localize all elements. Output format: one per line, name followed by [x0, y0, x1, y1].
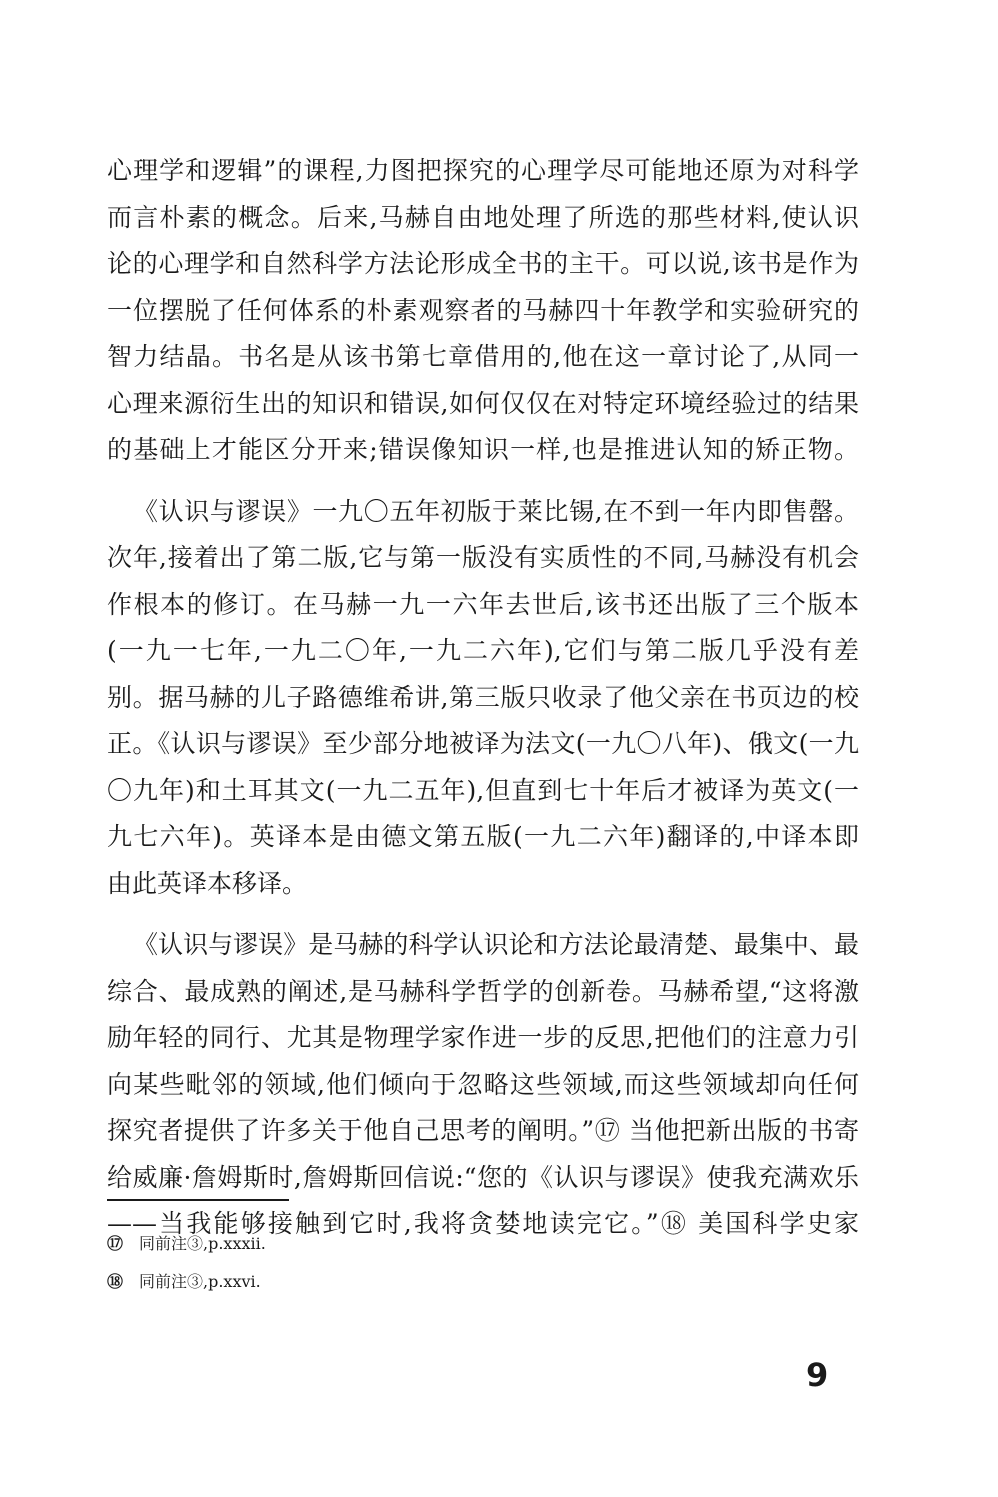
text-line: 次年,接着出了第二版,它与第一版没有实质性的不同,马赫没有机会: [107, 543, 859, 572]
paragraph-2: [107, 489, 859, 908]
body-text: [107, 148, 859, 1248]
text-line: (一九一七年,一九二〇年,一九二六年),它们与第二版几乎没有差: [107, 636, 859, 665]
text-line: ——当我能够接触到它时,我将贪婪地读完它。”⑱ 美国科学史家: [107, 1209, 859, 1238]
page-number: 9: [806, 1356, 829, 1394]
text-line: 心理学和逻辑”的课程,力图把探究的心理学尽可能地还原为对科学: [107, 156, 859, 185]
text-line: 别。据马赫的儿子路德维希讲,第三版只收录了他父亲在书页边的校: [107, 682, 859, 712]
text-line: 《认识与谬误》是马赫的科学认识论和方法论最清楚、最集中、最: [133, 930, 859, 959]
footnote-divider: [107, 1199, 289, 1201]
paragraph-1: [107, 148, 859, 474]
footnote-text: 同前注③,p.xxxii.: [139, 1234, 266, 1253]
text-line: 的基础上才能区分开来;错误像知识一样,也是推进认知的矫正物。: [107, 435, 859, 464]
footnote-marker: ⑱: [107, 1272, 124, 1291]
text-line: 〇九年)和土耳其文(一九二五年),但直到七十年后才被译为英文(一: [107, 775, 859, 805]
text-line: 作根本的修订。在马赫一九一六年去世后,该书还出版了三个版本: [107, 589, 859, 619]
text-line: 由此英译本移译。: [107, 868, 308, 898]
footnotes: [107, 1225, 607, 1301]
text-line: 智力结晶。书名是从该书第七章借用的,他在这一章讨论了,从同一: [107, 342, 859, 371]
text-line: 而言朴素的概念。后来,马赫自由地处理了所选的那些材料,使认识: [107, 202, 859, 232]
text-line: 九七六年)。英译本是由德文第五版(一九二六年)翻译的,中译本即: [107, 822, 859, 851]
text-line: 论的心理学和自然科学方法论形成全书的主干。可以说,该书是作为: [107, 249, 859, 278]
text-line: 给威廉·詹姆斯时,詹姆斯回信说:“您的《认识与谬误》使我充满欢乐: [107, 1162, 859, 1192]
text-line: 一位摆脱了任何体系的朴素观察者的马赫四十年教学和实验研究的: [107, 295, 859, 325]
text-line: 心理来源衍生出的知识和错误,如何仅仅在对特定环境经验过的结果: [107, 388, 859, 418]
footnote-18: [107, 1263, 607, 1301]
text-line: 综合、最成熟的阐述,是马赫科学哲学的创新卷。马赫希望,“这将激: [107, 976, 859, 1006]
text-line: 正。《认识与谬误》至少部分地被译为法文(一九〇八年)、俄文(一九: [107, 729, 859, 758]
footnote-marker: ⑰: [107, 1234, 124, 1253]
text-line: 向某些毗邻的领域,他们倾向于忽略这些领域,而这些领域却向任何: [107, 1069, 859, 1099]
footnote-text: 同前注③,p.xxvi.: [139, 1272, 261, 1291]
text-line: 励年轻的同行、尤其是物理学家作进一步的反思,把他们的注意力引: [107, 1023, 859, 1052]
text-line: 探究者提供了许多关于他自己思考的阐明。”⑰ 当他把新出版的书寄: [107, 1116, 859, 1145]
footnote-17: [107, 1225, 607, 1263]
text-line: 《认识与谬误》一九〇五年初版于莱比锡,在不到一年内即售罄。: [133, 496, 859, 526]
